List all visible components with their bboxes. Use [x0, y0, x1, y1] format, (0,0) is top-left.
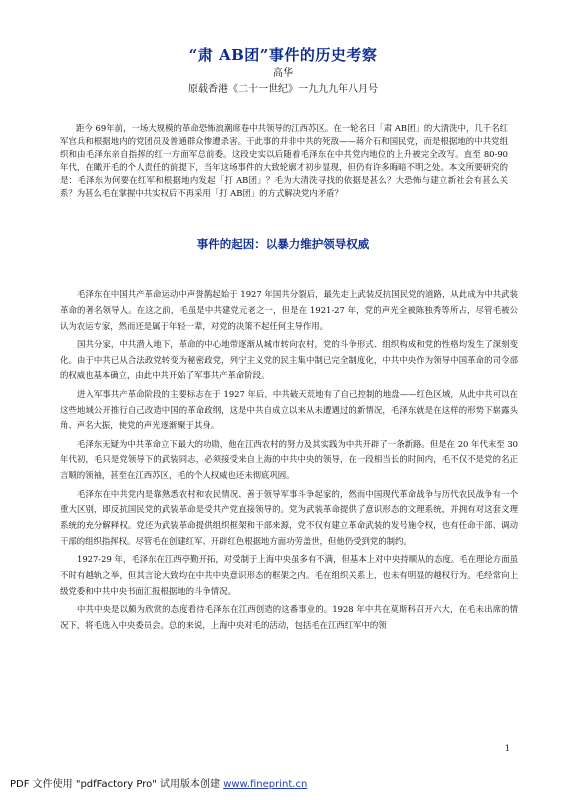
body-text: [60, 287, 518, 636]
paragraph: 毛泽东在中国共产革命运动中声誉鹊起始于 1927 年国共分裂后，最先走上武装反抗国民党的道路，从此成为中共武装革命的著名领导人。在这之前，毛虽是中共建党元老之一，但是在 1921-27 年，党的声光全被陈独秀等所占，尽管毛被公认为农运专家，然而还是属于年轻一辈，对党的决策不起任何主导作用。: [60, 289, 518, 331]
paragraph: 进入军事共产革命阶段的主要标志在于 1927 年后，中共破天荒地有了自己控制的地盘——红色区域，从此中共可以在这些地域公开推行自己改造中国的革命政纲，这是中共自成立以来从未遭遇过的新情况，毛泽东就是在这样的形势下崭露头角、声名大振，使党的声光逐渐聚于其身。: [60, 388, 518, 431]
pdf-footer: [10, 775, 560, 790]
page-number: 1: [505, 744, 511, 753]
paragraph: 1927-29 年，毛泽东在江西亭勤开拓，对受制于上海中央虽多有不满，但基本上对中央持顺从的态度。毛在理论方面虽不时有越轨之举，但其言论大致均在中共中央意识形态的框架之内。毛在组织关系上，也未有明显的越权行为。毛经常向上级党委和中共中央书面汇报根据地的斗争情况。: [60, 554, 518, 596]
section-heading: 事件的起因：以暴力维护领导权威: [196, 237, 370, 251]
article-source: 原载香港《二十一世纪》一九九九年八月号: [188, 84, 378, 95]
paragraph: 毛泽东在中共党内是靠熟悉农村和农民情况、善于领导军事斗争起家的，然而中国现代革命战争与历代农民战争有一个重大区别，即反抗国民党的武装革命是受共产党直接领导的。党为武装革命提供了意识形态的文理系统，并拥有对这套文理系统的充分解释权。党还为武装革命提供组织框架和干部来源，党不仅有建立革命武装的发号施令权，也有任命干部、调动干部的组织指挥权。尽管毛在创建红军、开辟红色根据地方面功劳盖世，但他仍受到党的制约。: [60, 488, 518, 546]
paragraph: 国共分家，中共潜入地下，革命的中心地带逐渐从城市转向农村，党的斗争形式、组织构成和党的性格均发生了深刻变化。由于中共已从合法政党转变为秘密政党，列宁主义党的民主集中制已完全制度化，中共中央作为领导中国革命的司令部的权威也基本确立，由此中共开始了军事共产革命阶段。: [60, 338, 518, 381]
abstract-text: 距今 69年前，一场大规模的革命恐怖浪潮席卷中共领导的江西苏区。在一轮名曰「肃 AB团」的大清洗中，几千名红军官兵和根据地内的党团员及普通群众惨遭杀害。干此事的并非中共的死敌——蒋介石和国民党，而是根据地的中共党组织和由毛泽东亲自指挥的红一方面军总前委。这段史实以后随着毛泽东在中共党内地位的上升被完全改写。直至 80-90 年代，在瞰开毛的个人责任的前提下，当年这场事件的大致轮廓才初步显现，但仍有许多晦暗不明之处。本文所要研究的是：毛泽东为何要在红军和根据地内发起「打 AB团」？毛为大清洗寻找的依据是甚么？大恐怖与建立新社会有甚么关系？为甚么毛在掌握中共实权后不再采用「打 AB团」的方式解决党内矛盾？: [60, 123, 508, 198]
abstract: [60, 122, 508, 200]
paragraph: 中共中央是以颇为欣赏的态度看待毛泽东在江西创造的这番事业的。1928 年中共在莫斯科召开六大，在毛未出席的情况下，将毛选入中央委员会。总的来说，上海中央对毛的活动，包括毛在江西红军中的领: [60, 604, 518, 630]
article-author: 高华: [273, 68, 293, 79]
footer-text: PDF 文件使用 "pdfFactory Pro" 试用版本创建: [10, 779, 224, 790]
article-title: “肃 AB团”事件的历史考察: [188, 46, 378, 64]
paragraph: 毛泽东无疑为中共革命立下最大的功勋，他在江西农村的努力及其实践为中共开辟了一条新路。但是在 20 年代末至 30 年代初，毛只是党领导下的武装同志，必须接受来自上海的中共中央的领导，在一段相当长的时间内，毛不仅不是党的名正言顺的领袖，甚至在江西苏区，毛的个人权威也还未彻底巩固。: [60, 438, 518, 481]
footer-link[interactable]: www.fineprint.cn: [223, 779, 308, 790]
